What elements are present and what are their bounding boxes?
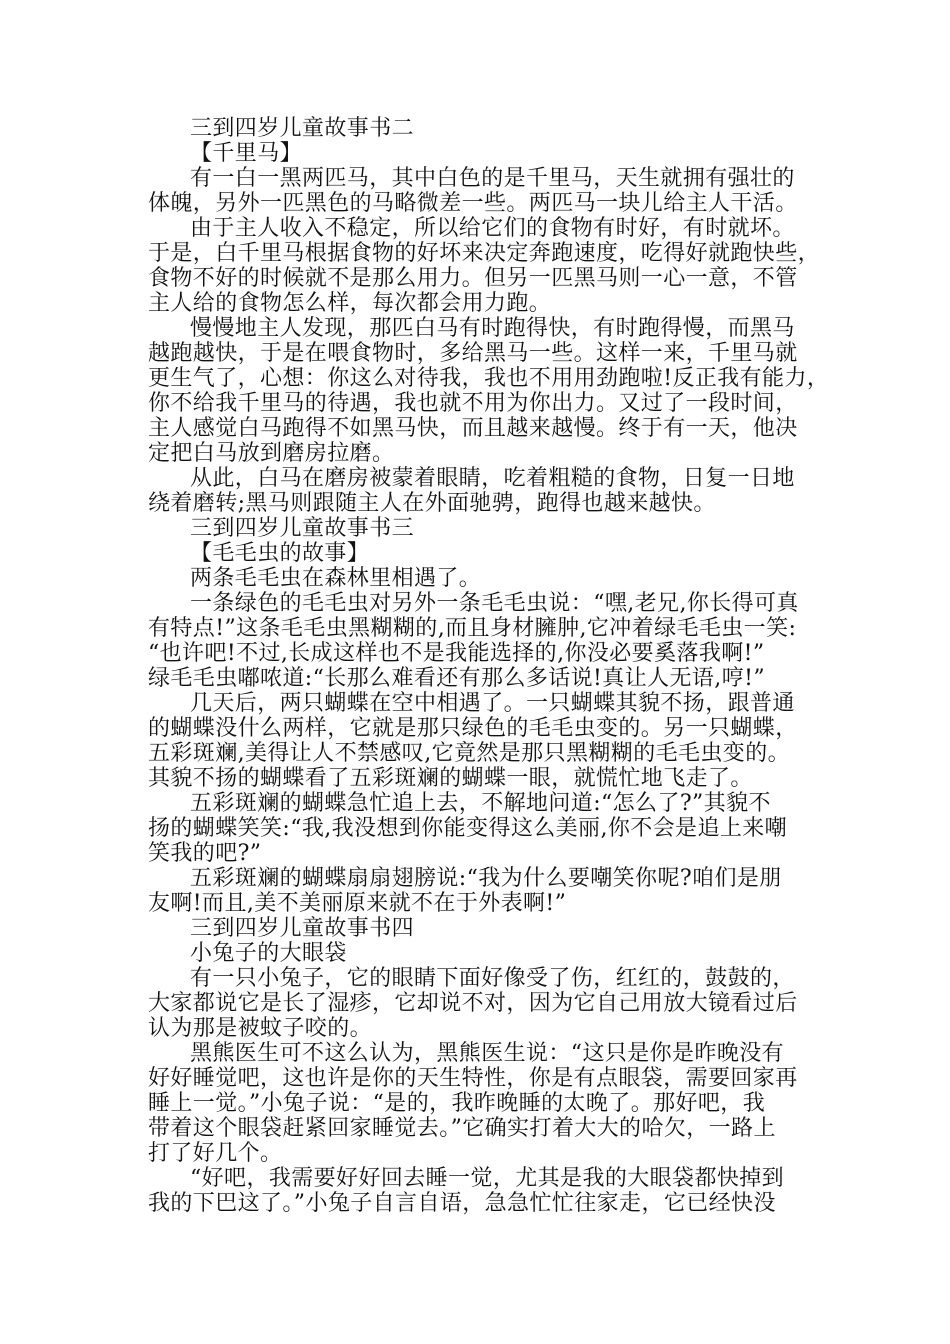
- text-line: 友啊!而且,美不美丽原来就不在于外表啊!”: [148, 891, 567, 916]
- text-line: 于是，白千里马根据食物的好坏来决定奔跑速度，吃得好就跑快些，: [148, 241, 821, 266]
- text-line: 三到四岁儿童故事书二: [190, 116, 415, 141]
- text-line: 好好睡觉吧，这也许是你的天生特性，你是有点眼袋，需要回家再: [148, 1066, 798, 1091]
- text-line: 更生气了，心想：你这么对待我，我也不用用劲跑啦!反正我有能力，: [148, 366, 830, 391]
- text-line: 带着这个眼袋赶紧回家睡觉去。”它确实打着大大的哈欠，一路上: [148, 1116, 776, 1141]
- text-line: 其貌不扬的蝴蝶看了五彩斑斓的蝴蝶一眼，就慌忙地飞走了。: [148, 766, 753, 791]
- text-line: 的蝴蝶没什么两样，它就是那只绿色的毛毛虫变的。另一只蝴蝶，: [148, 716, 798, 741]
- text-line: 由于主人收入不稳定，所以给它们的食物有时好，有时就坏。: [190, 216, 795, 241]
- document-body: [148, 116, 830, 1216]
- text-line: “好吧，我需要好好回去睡一觉，尤其是我的大眼袋都快掉到: [190, 1166, 785, 1191]
- text-line: 大家都说它是长了湿疹，它却说不对，因为它自己用放大镜看过后: [148, 991, 798, 1016]
- text-line: 从此，白马在磨房被蒙着眼睛，吃着粗糙的食物，日复一日地: [190, 466, 795, 491]
- text-line: 扬的蝴蝶笑笑:“我,我没想到你能变得这么美丽,你不会是追上来嘲: [148, 816, 788, 841]
- text-line: 两条毛毛虫在森林里相遇了。: [190, 566, 482, 591]
- text-line: 小兔子的大眼袋: [190, 941, 347, 966]
- text-line: 你不给我千里马的待遇，我也就不用为你出力。又过了一段时间，: [148, 391, 798, 416]
- text-line: 定把白马放到磨房拉磨。: [148, 441, 395, 466]
- text-line: 一条绿色的毛毛虫对另外一条毛毛虫说：“嘿,老兄,你长得可真: [190, 591, 799, 616]
- text-line: 越跑越快，于是在喂食物时，多给黑马一些。这样一来，千里马就: [148, 341, 798, 366]
- text-line: 几天后，两只蝴蝶在空中相遇了。一只蝴蝶其貌不扬，跟普通: [190, 691, 795, 716]
- text-line: 五彩斑斓,美得让人不禁感叹,它竟然是那只黑糊糊的毛毛虫变的。: [148, 741, 790, 766]
- text-line: 【毛毛虫的故事】: [190, 541, 370, 566]
- text-line: 五彩斑斓的蝴蝶急忙追上去，不解地问道:“怎么了?”其貌不: [190, 791, 771, 816]
- text-line: 五彩斑斓的蝴蝶扇扇翅膀说:“我为什么要嘲笑你呢?咱们是朋: [190, 866, 782, 891]
- text-line: 三到四岁儿童故事书四: [190, 916, 415, 941]
- text-line: 我的下巴这了。”小兔子自言自语，急急忙忙往家走，它已经快没: [148, 1191, 776, 1216]
- text-line: 睡上一觉。”小兔子说：“是的，我昨晚睡的太晚了。那好吧，我: [148, 1091, 766, 1116]
- text-line: 慢慢地主人发现，那匹白马有时跑得快，有时跑得慢，而黑马: [190, 316, 795, 341]
- text-line: 黑熊医生可不这么认为，黑熊医生说：“这只是你是昨晚没有: [190, 1041, 785, 1066]
- text-line: 食物不好的时候就不是那么用力。但另一匹黑马则一心一意，不管: [148, 266, 798, 291]
- text-line: 有一白一黑两匹马，其中白色的是千里马，天生就拥有强壮的: [190, 166, 795, 191]
- text-line: 绕着磨转;黑马则跟随主人在外面驰骋，跑得也越来越快。: [148, 491, 716, 516]
- text-line: 有一只小兔子，它的眼睛下面好像受了伤，红红的，鼓鼓的，: [190, 966, 795, 991]
- text-line: “也许吧!不过,长成这样也不是我能选择的,你没必要奚落我啊!”: [148, 641, 765, 666]
- text-line: 【千里马】: [190, 141, 303, 166]
- text-line: 认为那是被蚊子咬的。: [148, 1016, 373, 1041]
- text-line: 主人感觉白马跑得不如黑马快，而且越来越慢。终于有一天，他决: [148, 416, 798, 441]
- text-line: 笑我的吧?”: [148, 841, 262, 866]
- text-line: 体魄，另外一匹黑色的马略微差一些。两匹马一块儿给主人干活。: [148, 191, 798, 216]
- text-line: 打了好几个。: [148, 1141, 283, 1166]
- text-line: 三到四岁儿童故事书三: [190, 516, 415, 541]
- text-line: 有特点!”这条毛毛虫黑糊糊的,而且身材臃肿,它冲着绿毛毛虫一笑:: [148, 616, 797, 641]
- text-line: 主人给的食物怎么样，每次都会用力跑。: [148, 291, 552, 316]
- text-line: 绿毛毛虫嘟哝道:“长那么难看还有那么多话说!真让人无语,哼!”: [148, 666, 765, 691]
